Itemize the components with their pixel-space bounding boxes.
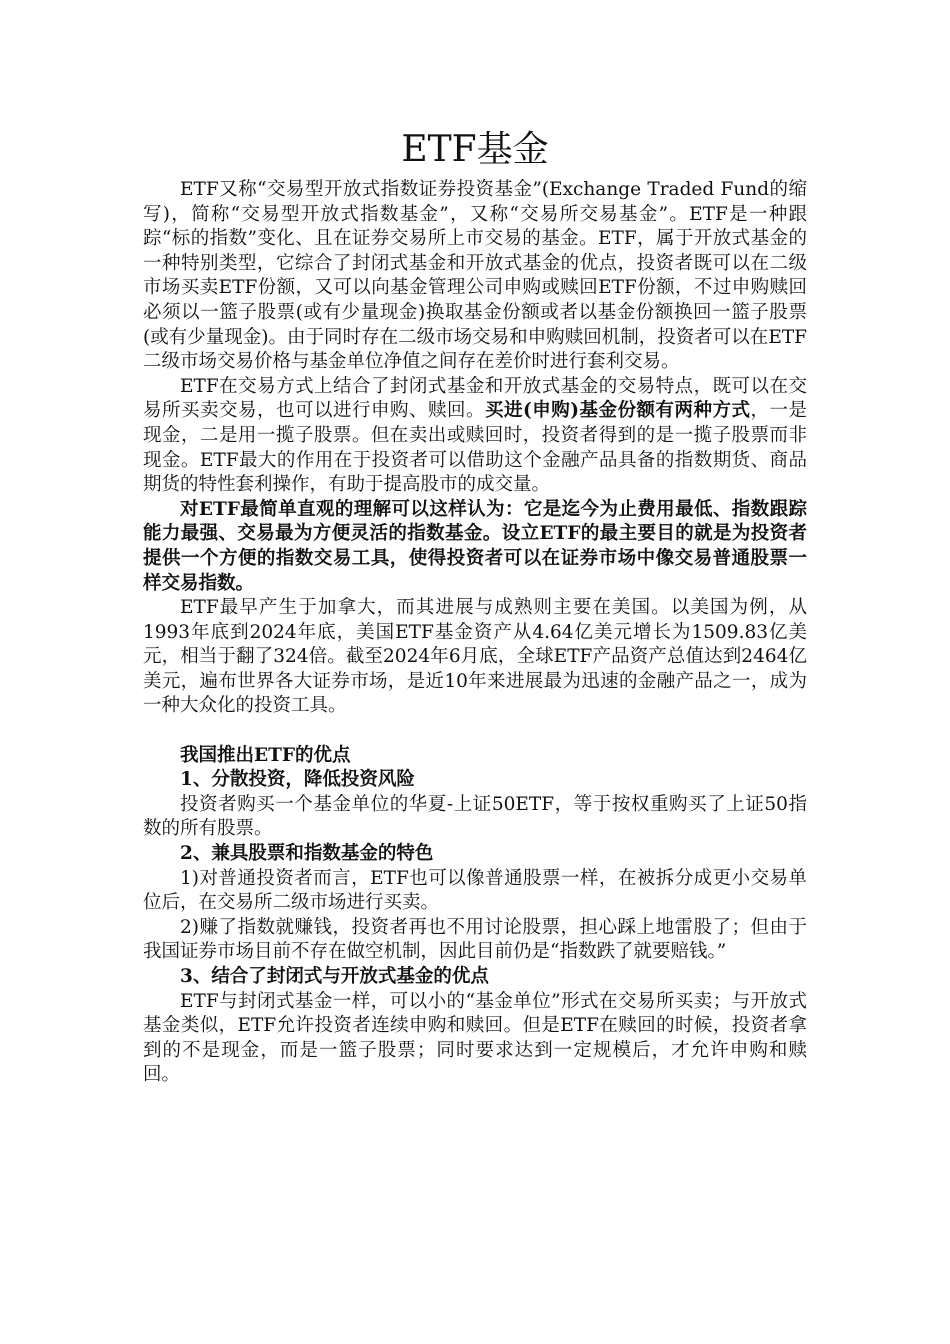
paragraph-trading-features	[143, 375, 807, 498]
subheading-1: 1、分散投资，降低投资风险	[180, 769, 415, 791]
document-page	[143, 124, 807, 1088]
subheading-3: 3、结合了封闭式与开放式基金的优点	[180, 966, 489, 987]
subheading-3-text: ETF与封闭式基金一样，可以小的“基金单位”形式在交易所买卖；与开放式基金类似，ETF允许投资者连续申购和赎回。但是ETF在赎回的时候，投资者拿到的不是现金，而是一篮子股票；同时要求达到一定规模后，才允许申购和赎回。	[143, 990, 807, 1086]
paragraph-definition: ETF又称“交易型开放式指数证券投资基金”(Exchange Traded Fund的缩写)，简称“交易型开放式指数基金”，又称“交易所交易基金”。ETF是一种跟踪“标的指数”变化、且在证券交易所上市交易的基金。ETF，属于开放式基金的一种特别类型，它综合了封闭式基金和开放式基金的优点，投资者既可以在二级市场买卖ETF份额，又可以向基金管理公司申购或赎回ETF份额，不过申购赎回必须以一篮子股票(或有少量现金)换取基金份额或者以基金份额换回一篮子股票(或有少量现金)。由于同时存在二级市场交易和申购赎回机制，投资者可以在ETF二级市场交易价格与基金单位净值之间存在差价时进行套利交易。	[143, 179, 807, 373]
section-heading: 我国推出ETF的优点	[180, 744, 351, 766]
document-title: ETF基金	[401, 129, 549, 170]
paragraph-history: ETF最早产生于加拿大，而其进展与成熟则主要在美国。以美国为例，从1993年底到2024年底，美国ETF基金资产从4.64亿美元增长为1509.83亿美元，相当于翻了324倍。截至2024年6月底，全球ETF产品资产总值达到2464亿美元，遍布世界各大证券市场，是近10年来进展最为迅速的金融产品之一，成为一种大众化的投资工具。	[143, 597, 807, 717]
subheading-2-text-2: 2)赚了指数就赚钱，投资者再也不用讨论股票，担心踩上地雷股了；但由于我国证券市场目前不存在做空机制，因此目前仍是“指数跌了就要赔钱。”	[143, 916, 807, 963]
paragraph-text: ，一是现金，二是用一揽子股票。但在卖出或赎回时，投资者得到的是一揽子股票而非现金。ETF最大的作用在于投资者可以借助这个金融产品具备的指数期货、商品期货的特性套利操作，有助于提高股市的成交量。	[143, 400, 807, 496]
paragraph-understanding: 对ETF最简单直观的理解可以这样认为：它是迄今为止费用最低、指数跟踪能力最强、交易最为方便灵活的指数基金。设立ETF的最主要目的就是为投资者提供一个方便的指数交易工具，使得投资者可以在证券市场中像交易普通股票一样交易指数。	[143, 498, 807, 594]
paragraph-text: ETF在交易方式上结合了封闭式基金和开放式基金的交易特点，既可以在交易所买卖交易，也可以进行申购、赎回。	[143, 375, 807, 422]
bold-emphasis: 买进(申购)基金份额有两种方式	[484, 400, 751, 422]
subheading-2: 2、兼具股票和指数基金的特色	[180, 843, 434, 865]
blank-line	[143, 719, 807, 744]
subheading-1-text: 投资者购买一个基金单位的华夏-上证50ETF，等于按权重购买了上证50指数的所有股票。	[143, 793, 807, 840]
subheading-2-text-1: 1)对普通投资者而言，ETF也可以像普通股票一样，在被拆分成更小交易单位后，在交易所二级市场进行买卖。	[143, 867, 807, 914]
